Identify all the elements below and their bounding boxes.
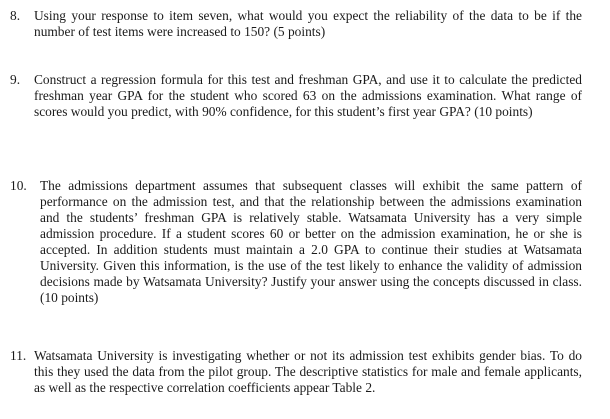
question-text: Watsamata University is investigating whether or not its admission test exhibits gender bias. To do this they used the data from the pilot group. The descriptive statistics for male and female applicants, as well as the respective correlation coefficients appear Table 2. [34,348,582,395]
question-text: Construct a regression formula for this test and freshman GPA, and use it to calculate the predicted freshman year GPA for the student who scored 63 on the admissions examination. What range of scores would you predict, with 90% confidence, for this student’s first year GPA? (10 points) [34,72,582,119]
question-number: 8. [10,8,21,23]
question-number: 10. [10,178,27,193]
question-text: Using your response to item seven, what would you expect the reliability of the data to be if the number of test items were increased to 150? (5 points) [34,8,582,39]
question-text: The admissions department assumes that subsequent classes will exhibit the same pattern of performance on the admission test, and that the relationship between the admissions examination and the students’ freshman GPA is relatively stable. Watsamata University has a very simple admission procedure. If a student scores 60 or better on the admission examination, he or she is accepted. In addition students must maintain a 2.0 GPA to continue their studies at Watsamata University. Given this information, is the use of the test likely to enhance the validity of admission decisions made by Watsamata University? Justify your answer using the concepts discussed in class. (10 points) [40,178,582,305]
question-number: 11. [10,348,27,363]
question-number: 9. [10,72,21,87]
